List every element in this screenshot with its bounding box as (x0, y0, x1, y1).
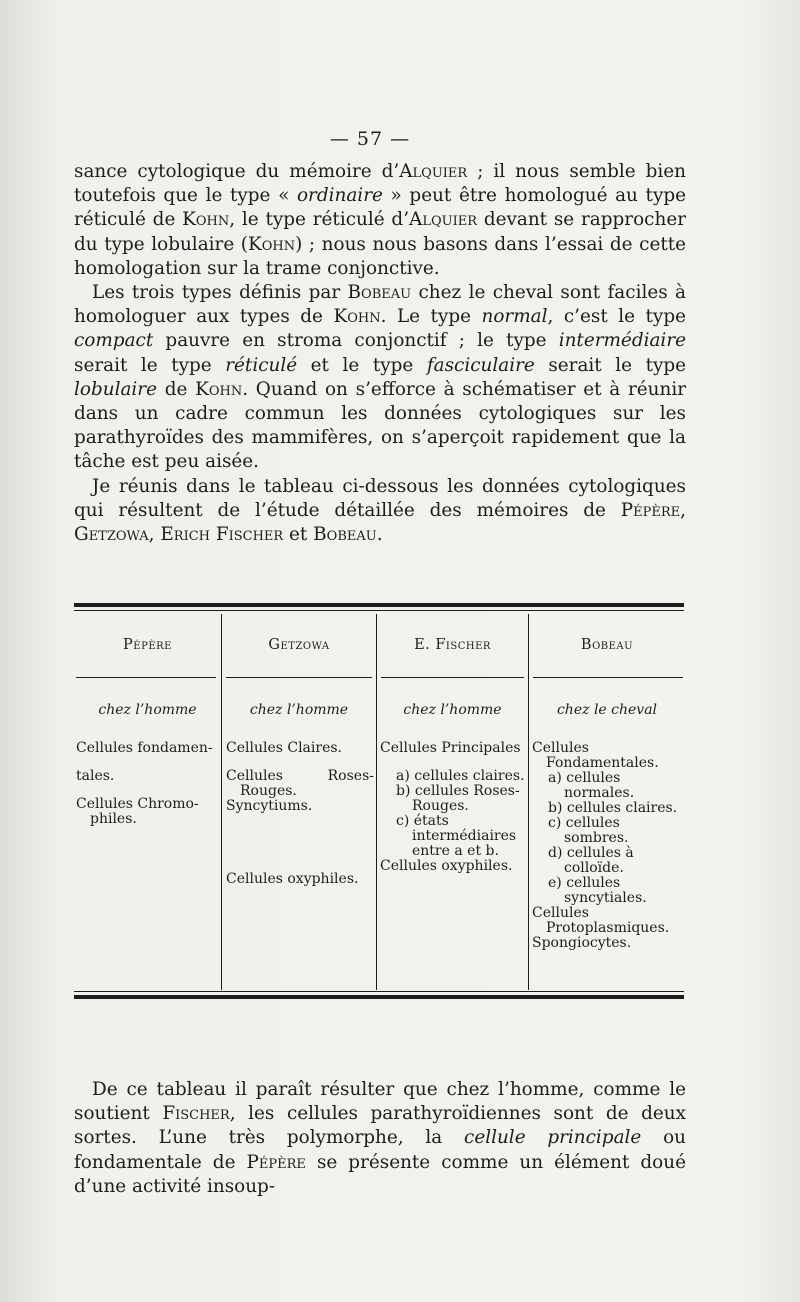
column-bobeau-body (532, 741, 682, 951)
text-run: Kohn (247, 233, 296, 255)
text-run: pauvre en stroma conjonctif ; le type (153, 330, 559, 352)
header-rule (76, 677, 216, 678)
text-run: Getzowa (74, 524, 149, 546)
subheader-bobeau: chez le cheval (556, 702, 658, 718)
text-run: Erich Fischer (160, 524, 284, 546)
header-bobeau: Bobeau (580, 637, 634, 653)
column-fischer-body (380, 741, 526, 874)
table-cell: Cellules Claires. (226, 740, 342, 756)
paragraph-4 (74, 1078, 686, 1199)
header-rule (226, 677, 372, 678)
header-getzowa: Getzowa (268, 637, 330, 653)
table-cell: c) états intermédiaires entre a et b. (396, 813, 517, 859)
body-text-bottom (74, 1078, 686, 1199)
paragraph-3 (74, 475, 686, 548)
text-run: fasciculaire (426, 354, 535, 376)
text-run: . Quand on s’efforce à schématiser et à réunir dans un cadre commun les données cytologiques sur les parathyroïdes des mammifères, on s’aperçoit rapidement que la tâche est peu aisée. (74, 378, 686, 473)
text-run: et le type (297, 354, 427, 376)
text-run: ordinaire (296, 185, 383, 207)
table-bottom-rule (74, 995, 684, 999)
text-run: chez le cheval sont faciles à homologuer aux types de (74, 282, 687, 328)
paragraph-1 (74, 160, 686, 281)
table-cell: Cellules Fondamentales. (532, 740, 659, 771)
text-run: De ce tableau il paraît résulter que chez l’homme, comme le soutient (74, 1079, 686, 1125)
table-top-rule (74, 603, 684, 607)
table-cell: a) cellules claires. (396, 768, 525, 784)
table-cell: Cellules Chromo-philes. (76, 796, 199, 827)
text-run: sance cytologique du mémoire d’ (74, 161, 400, 182)
column-divider (376, 614, 377, 990)
table-bottom-rule-thin (74, 991, 684, 992)
table-cell: b) cellules claires. (548, 800, 678, 816)
column-divider (221, 614, 222, 990)
text-run: de (156, 378, 196, 400)
text-run: , les cellules parathyroïdiennes sont de deux sortes. L’une très polymorphe, la (74, 1103, 686, 1149)
subheader-fischer: chez l’homme (403, 702, 502, 718)
table-cell: Cellules Principales (380, 740, 521, 756)
text-run: . (376, 524, 383, 546)
column-pepere-body (76, 741, 219, 827)
text-run: normal (481, 306, 548, 328)
text-run: lobulaire (74, 378, 157, 400)
table-cell: Cellules fondamen- (76, 740, 213, 756)
text-run: , (680, 499, 686, 521)
text-run: Bobeau (313, 524, 377, 546)
text-run: , c’est le type (547, 306, 686, 328)
table-cell: tales. (76, 768, 115, 784)
paragraph-2 (74, 281, 686, 475)
table-cell: Spongiocytes. (532, 935, 632, 951)
text-run: Kohn (195, 378, 243, 400)
body-text-top (74, 160, 686, 547)
text-run: se présente comme un élément doué d’une activité insoup- (74, 1151, 686, 1197)
text-run: et (283, 524, 314, 546)
table-cell: Cellules oxyphiles. (380, 858, 513, 874)
table-cell: a) cellules normales. (548, 770, 635, 801)
header-pepere: Pépère (123, 637, 172, 653)
text-run: Alquier (409, 209, 477, 231)
text-run: Kohn (182, 209, 230, 231)
page-number: — 57 — (329, 128, 411, 150)
text-run: Les trois types définis par (92, 282, 348, 304)
text-run: Bobeau (347, 282, 412, 304)
text-run: ; il nous semble bien toutefois que le type « (74, 161, 686, 207)
text-run: intermédiaire (558, 330, 686, 352)
table-cell: Syncytiums. (226, 798, 313, 814)
header-rule (381, 677, 524, 678)
table-cell: Cellules Roses-Rouges. (226, 768, 374, 799)
table-cell: d) cellules à colloïde. (548, 845, 634, 876)
text-run: devant se rapprocher du type lobulaire ( (74, 209, 686, 255)
table-top-rule-thin (74, 610, 684, 611)
text-run: serait le type (534, 354, 687, 376)
text-run: , le type réticulé d’ (229, 209, 410, 231)
header-rule (533, 677, 683, 678)
text-run: » peut être homologué au type réticulé de (74, 185, 686, 231)
table-cell: e) cellules syncytiales. (548, 875, 647, 906)
subheader-pepere: chez l’homme (98, 702, 197, 718)
subheader-getzowa: chez l’homme (249, 702, 349, 718)
header-fischer: E. Fischer (414, 637, 491, 653)
text-run: Je réunis dans le tableau ci-dessous les données cytologiques qui résultent de l’étude détaillée des mémoires de (74, 475, 686, 521)
text-run: compact (74, 330, 154, 352)
text-run: serait le type (74, 354, 226, 376)
text-run: Pépère (620, 499, 681, 521)
text-run: . Le type (380, 306, 482, 328)
table-cell: b) cellules Roses-Rouges. (396, 783, 520, 814)
text-run: , (148, 524, 161, 546)
text-run: réticulé (225, 354, 298, 376)
text-run: ) ; nous nous basons dans l’essai de cette homologation sur la trame conjonctive. (74, 233, 686, 279)
column-getzowa-body (226, 741, 374, 887)
text-run: Alquier (399, 161, 468, 182)
column-divider (528, 614, 529, 990)
text-run: cellule principale (464, 1127, 642, 1149)
text-run: Pépère (246, 1151, 306, 1173)
text-run: ou fondamentale de (74, 1127, 686, 1173)
table-cell: Cellules oxyphiles. (226, 871, 359, 887)
text-run: Kohn (333, 306, 381, 328)
table-cell: Cellules Protoplasmiques. (532, 905, 670, 936)
table-cell: c) cellules sombres. (548, 815, 629, 846)
text-run: Fischer (162, 1103, 230, 1125)
